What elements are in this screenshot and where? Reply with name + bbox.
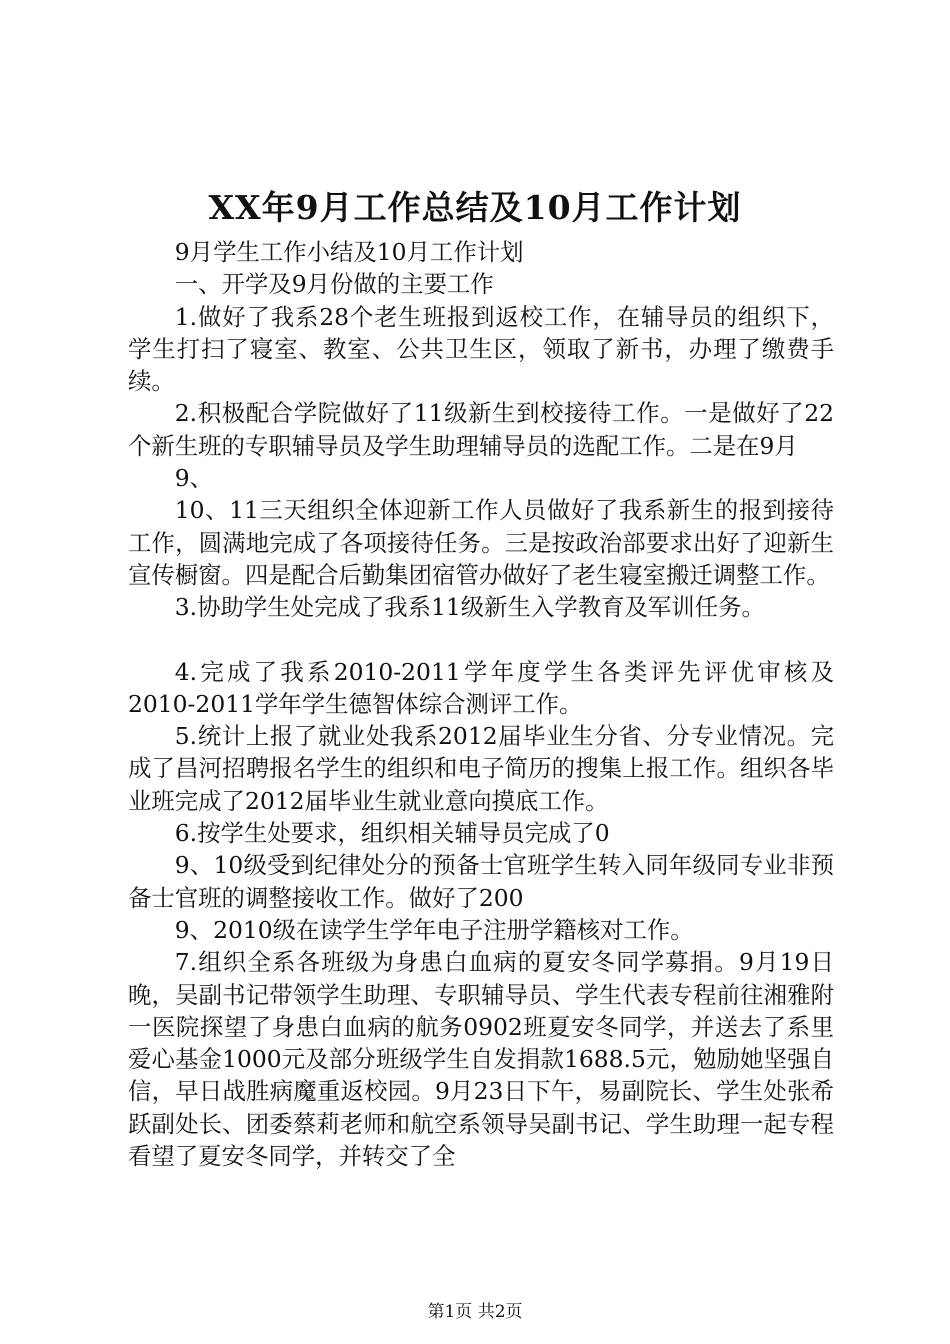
paragraph: 9月学生工作小结及10月工作计划 xyxy=(174,238,524,266)
paragraph: 9、 xyxy=(174,464,214,493)
paragraph: 1.做好了我系28个老生班报到返校工作，在辅导员的组织下，学生打扫了寝室、教室、公共卫生区，领取了新书，办理了缴费手续。 xyxy=(128,302,834,396)
paragraph: 5.统计上报了就业处我系2012届毕业生分省、分专业情况。完成了昌河招聘报名学生的组织和电子简历的搜集上报工作。组织各毕业班完成了2012届毕业生就业意向摸底工作。 xyxy=(128,722,834,815)
paragraph: 6.按学生处要求，组织相关辅导员完成了0 xyxy=(174,819,610,848)
paragraph: 7.组织全系各班级为身患白血病的夏安冬同学募捐。9月19日晚，吴副书记带领学生助理、专职辅导员、学生代表专程前往湘雅附一医院探望了身患白血病的航务0902班夏安冬同学，并送去了系里爱心基金1000元及部分班级学生自发捐款1688.5元，勉励她坚强自信，早日战胜病魔重返校园。9月23日下午，易副院长、学生处张希跃副处长、团委蔡莉老师和航空系领导吴副书记、学生助理一起专程看望了夏安冬同学，并转交了全 xyxy=(128,948,834,1171)
document-body xyxy=(128,236,834,1172)
paragraph: 9、2010级在读学生学年电子注册学籍核对工作。 xyxy=(174,915,694,944)
paragraph: 2.积极配合学院做好了11级新生到校接待工作。一是做好了22个新生班的专职辅导员及学生助理辅导员的选配工作。二是在9月 xyxy=(128,399,834,460)
paragraph: 3.协助学生处完成了我系11级新生入学教育及军训任务。 xyxy=(174,593,765,622)
paragraph: 4.完成了我系2010-2011学年度学生各类评先评优审核及2010-2011学年学生德智体综合测评工作。 xyxy=(128,657,834,718)
paragraph: 10、11三天组织全体迎新工作人员做好了我系新生的报到接待工作，圆满地完成了各项接待任务。三是按政治部要求出好了迎新生宣传橱窗。四是配合后勤集团宿管办做好了老生寝室搬迁调整工作。 xyxy=(128,496,834,589)
page-footer: 第1页 共2页 xyxy=(427,1302,523,1322)
paragraph: 一、开学及9月份做的主要工作 xyxy=(174,270,494,299)
document-title: XX年9月工作总结及10月工作计划 xyxy=(208,188,742,227)
paragraph: 9、10级受到纪律处分的预备士官班学生转入同年级同专业非预备士官班的调整接收工作。做好了200 xyxy=(128,851,834,912)
